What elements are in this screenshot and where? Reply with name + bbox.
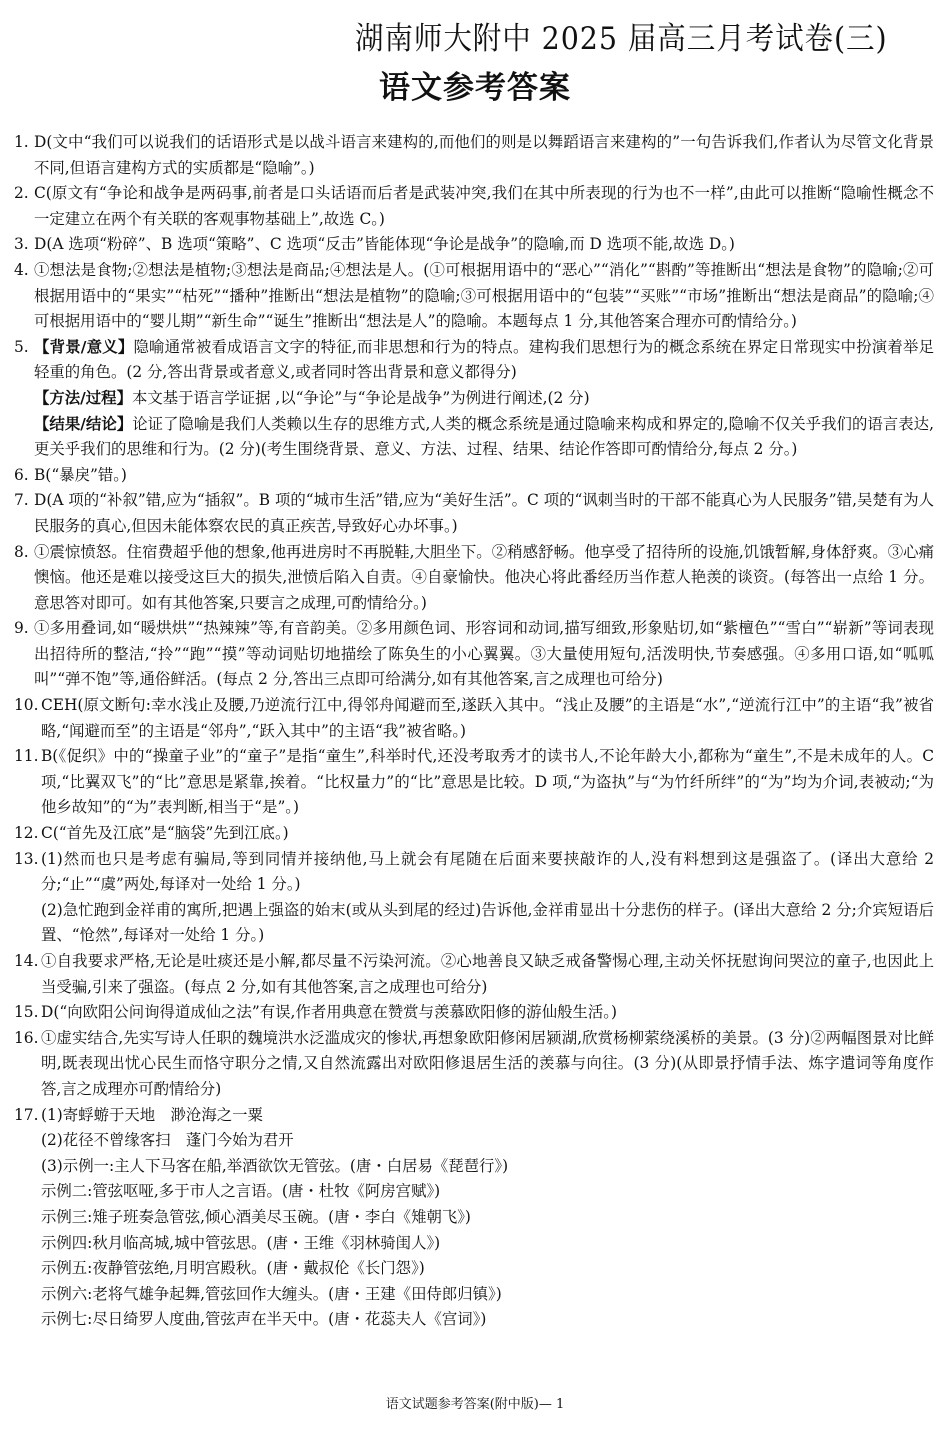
answer-item-6 xyxy=(14,463,934,489)
answer-text: ①震惊愤怒。住宿费超乎他的想象,他再进房时不再脱鞋,大胆坐下。②稍感舒畅。他享受了招待所的设施,饥饿暂解,身体舒爽。③心痛懊恼。他还是难以接受这巨大的损失,泄愤后陷入自责。④自豪愉快。他决心将此番经历当作惹人艳羡的谈资。(每答出一点给 1 分。意思答对即可。如有其他答案,只要言之成理,可酌情给分。) xyxy=(34,542,934,612)
page-footer: 语文试题参考答案(附中版)— 1 xyxy=(385,1397,565,1412)
answer-text: ①自我要求严格,无论是吐痰还是小解,都尽量不污染河流。②心地善良又缺乏戒备警惕心理,主动关怀抚慰询问哭泣的童子,也因此上当受骗,引来了强盗。(每点 2 分,如有其他答案,言之成理也可给分) xyxy=(41,952,934,996)
answer-text: B(《促织》中的“操童子业”的“童子”是指“童生”,科举时代,还没考取秀才的读书人,不论年龄大小,都称为“童生”,不是未成年的人。C 项,“比翼双飞”的“比”意思是紧靠,挨着。“比权量力”的“比”意思是比较。D 项,“为盗执”与“为竹纤所绊”的“为”均为介词,表被动;“为他乡故知”的“为”表判断,相当于“是”。) xyxy=(41,747,934,817)
answer-5-result xyxy=(34,412,934,463)
answer-item-16 xyxy=(14,1026,934,1103)
section-label-background: 【背景/意义】 xyxy=(34,337,134,356)
answer-number: 13. xyxy=(14,849,39,868)
answer-5-background xyxy=(34,335,934,386)
answer-item-5 xyxy=(14,335,934,463)
answer-17-part-1: (1)寄蜉蝣于天地 渺沧海之一粟 xyxy=(41,1105,263,1124)
answer-number: 6. xyxy=(14,465,29,484)
answer-number: 4. xyxy=(14,260,29,279)
answer-text: 本文基于语言学证据 ,以“争论”与“争论是战争”为例进行阐述,(2 分) xyxy=(131,388,590,407)
answer-item-3 xyxy=(14,232,934,258)
answer-text: D(A 项的“补叙”错,应为“插叙”。B 项的“城市生活”错,应为“美好生活”。C 项的“讽刺当时的干部不能真心为人民服务”错,吴楚有为人民服务的真心,但因未能体察农民的真正疾苦,导致好心办坏事。) xyxy=(34,491,934,535)
section-label-result: 【结果/结论】 xyxy=(34,414,133,433)
answer-item-14 xyxy=(14,949,934,1000)
answer-item-2 xyxy=(14,181,934,232)
answer-number: 12. xyxy=(14,824,39,843)
answer-number: 16. xyxy=(14,1028,39,1047)
answer-item-13 xyxy=(14,847,934,949)
answer-17-example: 示例六:老将气雄争起舞,管弦回作大缠头。(唐・王建《田侍郎归镇》) xyxy=(41,1284,502,1303)
answer-number: 7. xyxy=(14,491,29,510)
answer-5-method xyxy=(34,386,934,412)
answer-number: 17. xyxy=(14,1105,39,1124)
answer-text: D(A 选项“粉碎”、B 选项“策略”、C 选项“反击”皆能体现“争论是战争”的隐喻,而 D 选项不能,故选 D。) xyxy=(34,235,735,254)
answer-number: 1. xyxy=(14,133,29,151)
answer-text: D(“向欧阳公问询得道成仙之法”有误,作者用典意在赞赏与羡慕欧阳修的游仙般生活。) xyxy=(41,1003,617,1022)
answer-17-example: 示例七:尽日绮罗人度曲,管弦声在半天中。(唐・花蕊夫人《宫词》) xyxy=(41,1310,487,1329)
answer-item-10 xyxy=(14,693,934,744)
answer-13-part-1: (1)然而也只是考虑有骗局,等到同情并接纳他,马上就会有尾随在后面来要挟敲诈的人,没有料想到这是强盗了。(译出大意给 2 分;“止”“虞”两处,每译对一处给 1 分。) xyxy=(41,849,934,894)
answer-number: 15. xyxy=(14,1003,39,1022)
answer-text: 隐喻通常被看成语言文字的特征,而非思想和行为的特点。建构我们思想行为的概念系统在界定日常现实中扮演着举足轻重的角色。(2 分,答出背景或者意义,或者同时答出背景和意义都得分) xyxy=(34,337,934,382)
answer-number: 2. xyxy=(14,184,29,203)
section-label-method: 【方法/过程】 xyxy=(34,388,132,407)
answer-17-example: 示例二:管弦呕哑,多于市人之言语。(唐・杜牧《阿房宫赋》) xyxy=(41,1182,441,1201)
answer-13-part-2: (2)急忙跑到金祥甫的寓所,把遇上强盗的始末(或从头到尾的经过)告诉他,金祥甫显出十分悲伤的样子。(译出大意给 2 分;介宾短语后置、“怆然”,每译对一处给 1 分。) xyxy=(41,900,934,945)
answer-item-12 xyxy=(14,821,934,847)
answer-17-part-3: (3)示例一:主人下马客在船,举酒欲饮无管弦。(唐・白居易《琵琶行》) xyxy=(41,1156,509,1175)
answer-number: 3. xyxy=(14,235,29,254)
answer-item-9 xyxy=(14,616,934,693)
page-subtitle: 语文参考答案 xyxy=(379,70,571,106)
answer-item-7 xyxy=(14,488,934,539)
answer-item-4 xyxy=(14,258,934,335)
answer-item-8 xyxy=(14,540,934,617)
answer-text: ①虚实结合,先实写诗人任职的魏境洪水泛滥成灾的惨状,再想象欧阳修闲居颍湖,欣赏杨柳萦绕溪桥的美景。(3 分)②两幅图景对比鲜明,既表现出忧心民生而恪守职分之情,又自然流露出对欧阳修退居生活的羡慕与向往。(3 分)(从即景抒情手法、炼字遣词等角度作答,言之成理亦可酌情给分) xyxy=(41,1028,934,1098)
answer-number: 8. xyxy=(14,542,29,561)
answer-text: C(“首先及江底”是“脑袋”先到江底。) xyxy=(41,824,289,843)
answer-17-example: 示例五:夜静管弦绝,月明宫殿秋。(唐・戴叔伦《长门怨》) xyxy=(41,1259,425,1278)
answer-text: C(原文有“争论和战争是两码事,前者是口头话语而后者是武装冲突,我们在其中所表现的行为也不一样”,由此可以推断“隐喻性概念不一定建立在两个有关联的客观事物基础上”,故选 C。) xyxy=(34,184,934,228)
answer-number: 10. xyxy=(14,696,39,715)
answer-number: 9. xyxy=(14,619,29,638)
answer-item-1 xyxy=(14,130,934,181)
answer-17-example: 示例四:秋月临高城,城中管弦思。(唐・王维《羽林骑闺人》) xyxy=(41,1233,441,1252)
answer-number: 5. xyxy=(14,337,29,356)
answer-17-example: 示例三:雉子班奏急管弦,倾心酒美尽玉碗。(唐・李白《雉朝飞》) xyxy=(41,1207,471,1226)
answer-text: ①多用叠词,如“暖烘烘”“热辣辣”等,有音韵美。②多用颜色词、形容词和动词,描写细致,形象贴切,如“紫檀色”“雪白”“崭新”等词表现出招待所的整洁,“拎”“跑”“摸”等动词贴切地描绘了陈奂生的小心翼翼。③大量使用短句,活泼明快,节奏感强。④多用口语,如“呱呱叫”“弹不饱”等,通俗鲜活。(每点 2 分,答出三点即可给满分,如有其他答案,言之成理也可给分) xyxy=(34,619,934,689)
answer-list xyxy=(14,130,934,1333)
answer-text: B(“暴戾”错。) xyxy=(34,465,127,484)
answer-item-15 xyxy=(14,1000,934,1026)
answer-number: 11. xyxy=(14,747,39,766)
answer-text: 论证了隐喻是我们人类赖以生存的思维方式,人类的概念系统是通过隐喻来构成和界定的,隐喻不仅关乎我们的语言表达,更关乎我们的思维和行为。(2 分)(考生围绕背景、意义、方法、过程、结果、结论作答即可酌情给分,每点 2 分。) xyxy=(34,414,934,459)
page-header xyxy=(0,0,950,120)
answer-item-11 xyxy=(14,744,934,821)
answer-text: ①想法是食物;②想法是植物;③想法是商品;④想法是人。(①可根据用语中的“恶心”“消化”“斟酌”等推断出“想法是食物”的隐喻;②可根据用语中的“果实”“枯死”“播种”推断出“想法是植物”的隐喻;③可根据用语中的“包装”“买账”“市场”推断出“想法是商品”的隐喻;④可根据用语中的“婴儿期”“新生命”“诞生”推断出“想法是人”的隐喻。本题每点 1 分,其他答案合理亦可酌情给分。) xyxy=(34,260,934,331)
page-title: 湖南师大附中 2025 届高三月考试卷(三) xyxy=(355,21,888,57)
answer-text: CEH(原文断句:幸水浅止及腰,乃逆流行江中,得邻舟闻避而至,遂跃入其中。“浅止及腰”的主语是“水”,“逆流行江中”的主语“我”被省略,“闻避而至”的主语是“邻舟”,“跃入其中”的主语“我”被省略。) xyxy=(41,696,934,740)
answer-number: 14. xyxy=(14,952,39,970)
answer-text: D(文中“我们可以说我们的话语形式是以战斗语言来建构的,而他们的则是以舞蹈语言来建构的”一句告诉我们,作者认为尽管文化背景不同,但语言建构方式的实质都是“隐喻”。) xyxy=(34,133,934,177)
answer-17-part-2: (2)花径不曾缘客扫 蓬门今始为君开 xyxy=(41,1131,294,1150)
answer-item-17 xyxy=(14,1103,934,1333)
